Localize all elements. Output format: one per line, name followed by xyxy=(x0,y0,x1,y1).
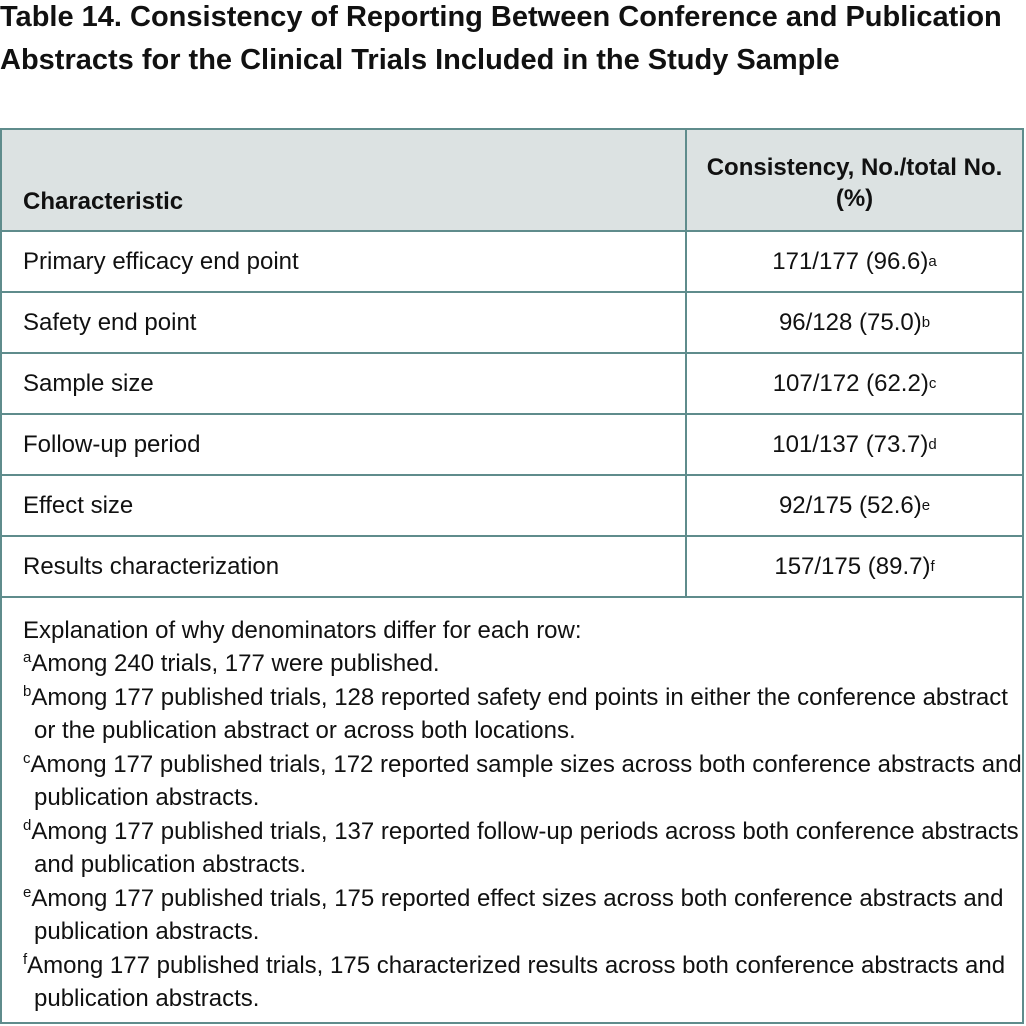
row-label: Follow-up period xyxy=(2,415,687,474)
footnote-item xyxy=(23,949,1022,1015)
footnote-item xyxy=(23,748,1022,814)
consistency-table xyxy=(0,128,1024,1024)
footnote-text: Among 177 published trials, 128 reported safety end points in either the conference abstract or the publication abstract or across both locations. xyxy=(31,684,1008,744)
footnote-text: Among 177 published trials, 175 characterized results across both conference abstracts and publication abstracts. xyxy=(27,952,1006,1012)
footnote-item xyxy=(23,882,1022,948)
table-row xyxy=(2,232,1022,293)
table-row xyxy=(2,476,1022,537)
header-consistency: Consistency, No./total No. (%) xyxy=(706,154,1003,212)
footnote-mark: c xyxy=(23,750,31,767)
header-characteristic: Characteristic xyxy=(2,130,687,230)
row-value: 101/137 (73.7) d xyxy=(772,430,937,458)
table-header-row xyxy=(2,130,1022,232)
value-text: 157/175 (89.7) xyxy=(774,552,931,580)
row-label: Primary efficacy end point xyxy=(2,232,687,291)
footnote-mark: e xyxy=(23,884,32,901)
table-row xyxy=(2,537,1022,598)
footnote-item xyxy=(23,815,1022,881)
table-row xyxy=(2,293,1022,354)
row-value: 92/175 (52.6) e xyxy=(778,491,931,519)
row-value: 107/172 (62.2) c xyxy=(772,369,937,397)
row-label: Results characterization xyxy=(2,537,687,596)
row-value: 157/175 (89.7) f xyxy=(774,552,935,580)
value-text: 171/177 (96.6) xyxy=(772,247,929,275)
row-label: Effect size xyxy=(2,476,687,535)
footnote-item xyxy=(23,681,1022,747)
footnote-text: Among 177 published trials, 137 reported follow-up periods across both conference abstracts and publication abstracts. xyxy=(31,818,1019,878)
footnote-intro: Explanation of why denominators differ for each row: xyxy=(23,617,582,644)
value-text: 96/128 (75.0) xyxy=(778,308,922,336)
table-row xyxy=(2,415,1022,476)
footnote-mark: b xyxy=(23,683,32,700)
table-title: Table 14. Consistency of Reporting Between Conference and Publication Abstracts for the Clinical Trials Included in the Study Sample xyxy=(0,1,1002,76)
table-row xyxy=(2,354,1022,415)
footnotes xyxy=(2,598,1022,1015)
row-value: 96/128 (75.0) b xyxy=(778,308,931,336)
footnote-mark: d xyxy=(23,817,32,834)
footnote-item xyxy=(23,647,1022,680)
footnote-mark: a xyxy=(23,649,32,666)
row-value: 171/177 (96.6) a xyxy=(772,247,937,275)
row-label: Safety end point xyxy=(2,293,687,352)
row-label: Sample size xyxy=(2,354,687,413)
value-text: 101/137 (73.7) xyxy=(772,430,929,458)
footnote-text: Among 177 published trials, 172 reported sample sizes across both conference abstracts and publication abstracts. xyxy=(30,751,1022,811)
footnote-mark: f xyxy=(23,951,28,968)
footnote-text: Among 177 published trials, 175 reported effect sizes across both conference abstracts and publication abstracts. xyxy=(31,885,1004,945)
value-text: 92/175 (52.6) xyxy=(778,491,922,519)
footnote-text: Among 240 trials, 177 were published. xyxy=(31,650,440,677)
value-text: 107/172 (62.2) xyxy=(772,369,929,397)
